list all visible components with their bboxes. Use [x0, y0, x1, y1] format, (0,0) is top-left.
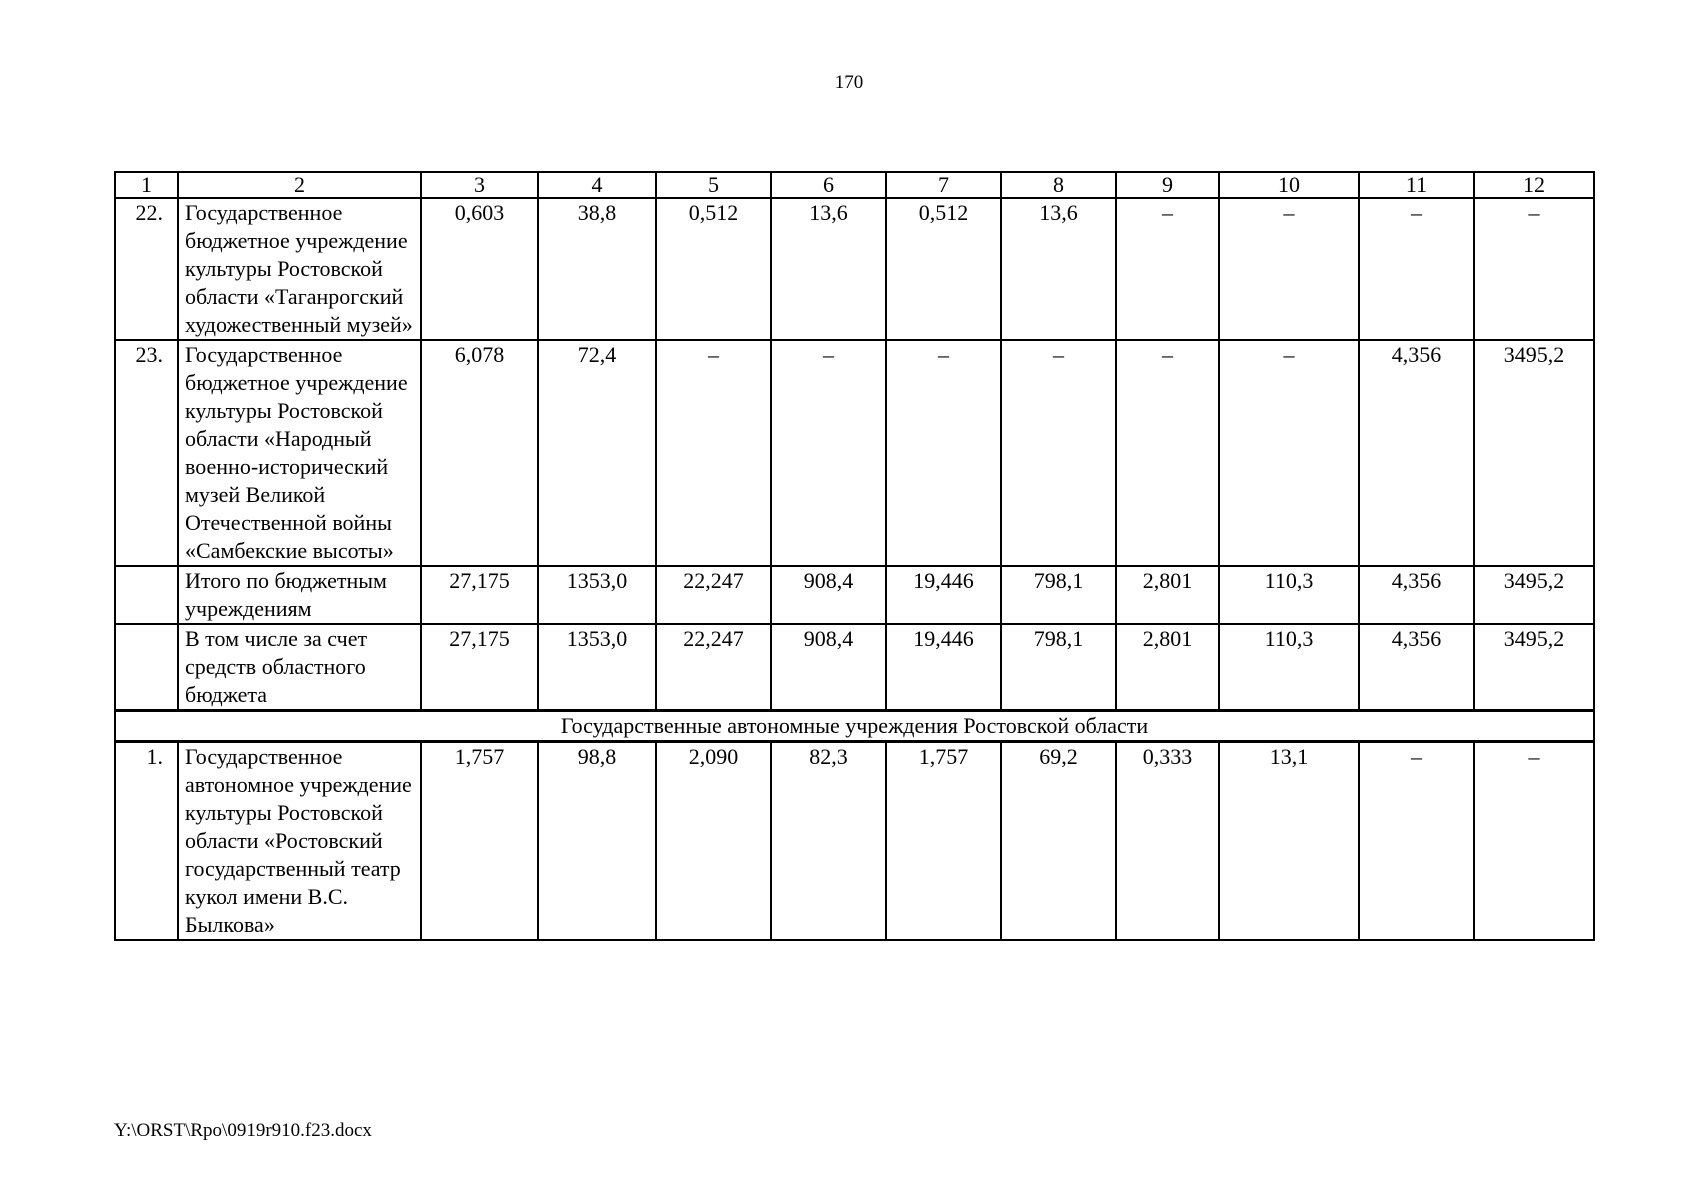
table-cell: 1353,0	[538, 566, 656, 624]
section-heading-row	[115, 711, 1594, 742]
table-cell: 3495,2	[1474, 566, 1594, 624]
table-row	[115, 340, 1594, 566]
table-cell: 69,2	[1001, 742, 1116, 941]
table-cell: 0,512	[656, 198, 771, 340]
table-cell: 82,3	[771, 742, 886, 941]
row-number: 23.	[115, 340, 178, 566]
column-header: 10	[1219, 172, 1359, 198]
table-cell: 110,3	[1219, 624, 1359, 711]
table-cell: 22,247	[656, 566, 771, 624]
table-cell: 38,8	[538, 198, 656, 340]
table-cell: 22,247	[656, 624, 771, 711]
table-cell: 0,603	[421, 198, 538, 340]
table-cell: 798,1	[1001, 624, 1116, 711]
table-cell: 908,4	[771, 624, 886, 711]
table-cell: 13,1	[1219, 742, 1359, 941]
table-cell: –	[1219, 340, 1359, 566]
table-row	[115, 198, 1594, 340]
table-cell: –	[1001, 340, 1116, 566]
row-number	[115, 624, 178, 711]
table-cell: 0,512	[886, 198, 1001, 340]
table-cell: 3495,2	[1474, 340, 1594, 566]
page-number: 170	[834, 72, 864, 93]
table-cell: –	[1219, 198, 1359, 340]
table-cell: –	[1359, 198, 1474, 340]
table-cell: –	[771, 340, 886, 566]
table-cell: 72,4	[538, 340, 656, 566]
table-cell: 13,6	[771, 198, 886, 340]
total-label: Итого по бюджетным учреждениям	[178, 566, 421, 624]
column-header: 9	[1116, 172, 1219, 198]
table-cell: 1353,0	[538, 624, 656, 711]
subtotal-row	[115, 624, 1594, 711]
institution-name: Государственное бюджетное учреждение культуры Ростовской области «Народный военно-исторический музей Великой Отечественной войны «Самбекские высоты»	[178, 340, 421, 566]
column-header: 12	[1474, 172, 1594, 198]
table-cell: 19,446	[886, 566, 1001, 624]
table-cell: 4,356	[1359, 340, 1474, 566]
table-cell: 2,801	[1116, 566, 1219, 624]
table-cell: –	[1474, 742, 1594, 941]
table-cell: –	[1116, 340, 1219, 566]
table-cell: 27,175	[421, 566, 538, 624]
row-number: 1.	[115, 742, 178, 941]
file-path: Y:\ORST\Rpo\0919r910.f23.docx	[114, 1120, 372, 1141]
column-header: 3	[421, 172, 538, 198]
institution-name: Государственное автономное учреждение культуры Ростовской области «Ростовский государственный театр кукол имени В.С. Былкова»	[178, 742, 421, 941]
column-header: 11	[1359, 172, 1474, 198]
institution-name: Государственное бюджетное учреждение культуры Ростовской области «Таганрогский художественный музей»	[178, 198, 421, 340]
table-cell: –	[1116, 198, 1219, 340]
column-header: 7	[886, 172, 1001, 198]
table-cell: 2,090	[656, 742, 771, 941]
data-table	[114, 171, 1595, 941]
row-number: 22.	[115, 198, 178, 340]
table-cell: 1,757	[886, 742, 1001, 941]
column-header: 5	[656, 172, 771, 198]
column-header: 4	[538, 172, 656, 198]
table-cell: 98,8	[538, 742, 656, 941]
column-header: 2	[178, 172, 421, 198]
table-cell: –	[886, 340, 1001, 566]
table-cell: –	[1474, 198, 1594, 340]
table-cell: 2,801	[1116, 624, 1219, 711]
table-cell: 27,175	[421, 624, 538, 711]
column-header: 6	[771, 172, 886, 198]
section-title: Государственные автономные учреждения Ростовской области	[115, 711, 1594, 742]
column-header: 1	[115, 172, 178, 198]
table-row	[115, 742, 1594, 941]
row-number	[115, 566, 178, 624]
table-cell: 4,356	[1359, 566, 1474, 624]
table-cell: –	[656, 340, 771, 566]
column-number-row	[115, 172, 1594, 198]
total-row	[115, 566, 1594, 624]
column-header: 8	[1001, 172, 1116, 198]
table-cell: 6,078	[421, 340, 538, 566]
table-cell: 110,3	[1219, 566, 1359, 624]
table-cell: 798,1	[1001, 566, 1116, 624]
table-cell: 3495,2	[1474, 624, 1594, 711]
table-cell: 0,333	[1116, 742, 1219, 941]
table-cell: 1,757	[421, 742, 538, 941]
subtotal-label: В том числе за счет средств областного бюджета	[178, 624, 421, 711]
table-cell: 19,446	[886, 624, 1001, 711]
table-cell: 13,6	[1001, 198, 1116, 340]
table-cell: 908,4	[771, 566, 886, 624]
table-cell: 4,356	[1359, 624, 1474, 711]
table-cell: –	[1359, 742, 1474, 941]
